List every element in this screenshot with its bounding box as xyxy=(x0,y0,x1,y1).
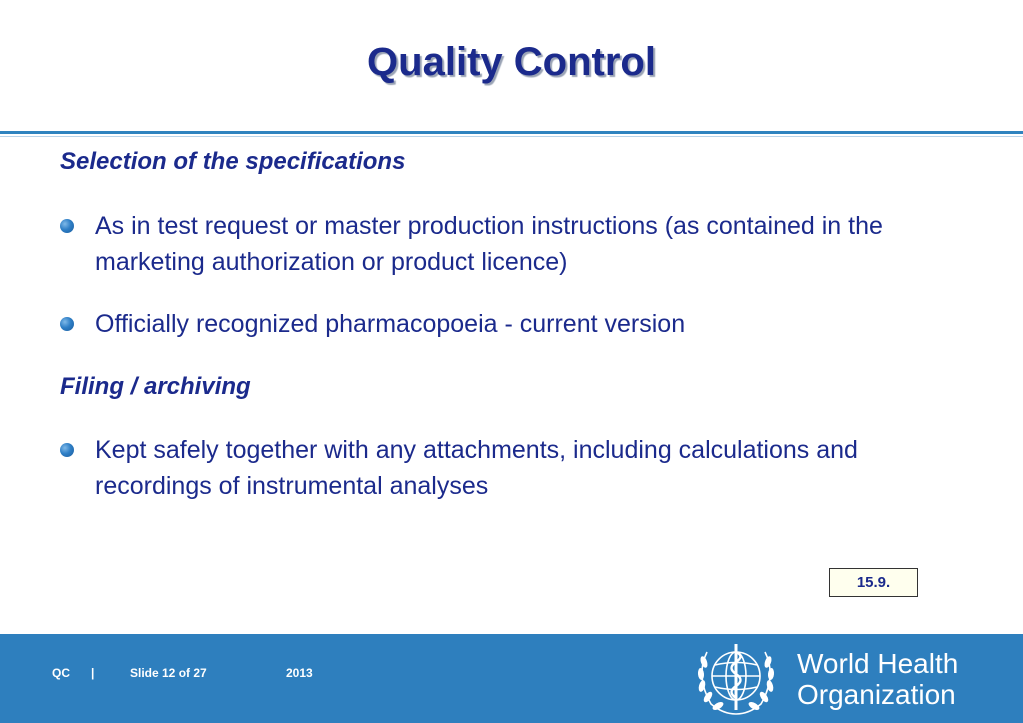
bullet-text: Officially recognized pharmacopoeia - current version xyxy=(95,310,686,338)
slide-title: Quality Control xyxy=(367,40,656,84)
who-wordmark xyxy=(797,648,958,710)
bullet-dot-icon xyxy=(60,219,74,233)
bullet-dot-icon xyxy=(60,443,74,457)
section-heading-specifications: Selection of the specifications xyxy=(60,148,406,175)
footer-slide-number: Slide 12 of 27 xyxy=(130,666,207,680)
bullet-text: As in test request or master production instructions (as contained in the marketing authorization or product licence) xyxy=(95,212,883,276)
bullet-dot-icon xyxy=(60,317,74,331)
org-name-line2: Organization xyxy=(797,679,956,710)
title-divider xyxy=(0,131,1023,134)
footer-module: QC xyxy=(52,666,70,680)
footer-separator: | xyxy=(91,666,95,680)
footer-year: 2013 xyxy=(286,666,313,680)
bullet-text: Kept safely together with any attachments, including calculations and recordings of instrumental analyses xyxy=(95,436,858,500)
footer-bar xyxy=(0,634,1023,723)
section-heading-filing: Filing / archiving xyxy=(60,373,251,400)
reference-number-box: 15.9. xyxy=(829,568,918,597)
org-name-line1: World Health xyxy=(797,648,959,679)
title-divider-shadow xyxy=(0,136,1023,137)
who-emblem-icon xyxy=(693,638,779,718)
